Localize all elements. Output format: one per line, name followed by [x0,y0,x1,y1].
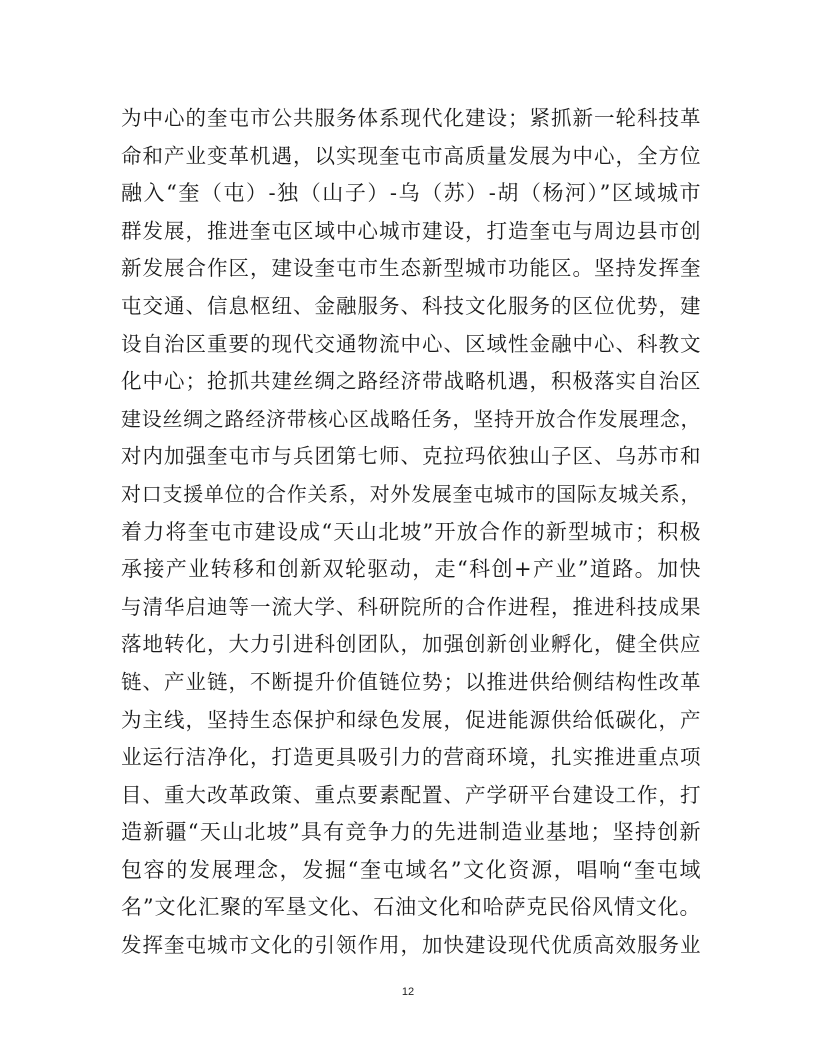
text-line: 融入“奎（屯）-独（山子）-乌（苏）-胡（杨河）”区域城市 [121,181,701,206]
text-line: 目、重大改革政策、重点要素配置、产学研平台建设工作，打 [121,782,701,807]
text-line: 化中心；抢抓共建丝绸之路经济带战略机遇，积极落实自治区 [121,369,701,394]
text-line: 对内加强奎屯市与兵团第七师、克拉玛依独山子区、乌苏市和 [121,444,701,469]
text-line: 名”文化汇聚的军垦文化、石油文化和哈萨克民俗风情文化。 [121,895,701,920]
text-line: 群发展，推进奎屯区域中心城市建设，打造奎屯与周边县市创 [121,218,701,243]
text-line: 着力将奎屯市建设成“天山北坡”开放合作的新型城市；积极 [121,519,701,544]
text-line: 落地转化，大力引进科创团队，加强创新创业孵化，健全供应 [121,632,701,657]
text-line: 发挥奎屯城市文化的引领作用，加快建设现代优质高效服务业 [121,933,701,958]
text-line: 新发展合作区，建设奎屯市生态新型城市功能区。坚持发挥奎 [121,256,701,281]
text-line: 链、产业链，不断提升价值链位势；以推进供给侧结构性改革 [121,669,701,694]
text-line: 业运行洁净化，打造更具吸引力的营商环境，扎实推进重点项 [121,745,701,770]
text-line: 建设丝绸之路经济带核心区战略任务，坚持开放合作发展理念， [121,406,701,431]
text-line: 承接产业转移和创新双轮驱动，走“科创+产业”道路。加快 [121,557,701,582]
text-line: 为中心的奎屯市公共服务体系现代化建设；紧抓新一轮科技革 [121,106,701,130]
text-line: 造新疆“天山北坡”具有竞争力的先进制造业基地；坚持创新 [121,820,701,845]
body-paragraph [121,100,701,965]
page-number: 12 [401,986,415,998]
text-line: 为主线，坚持生态保护和绿色发展，促进能源供给低碳化，产 [121,707,701,732]
text-line: 设自治区重要的现代交通物流中心、区域性金融中心、科教文 [121,331,701,356]
text-line: 屯交通、信息枢纽、金融服务、科技文化服务的区位优势，建 [121,293,701,318]
text-line: 与清华启迪等一流大学、科研院所的合作进程，推进科技成果 [121,594,701,619]
text-line: 命和产业变革机遇，以实现奎屯市高质量发展为中心，全方位 [121,143,701,168]
text-line: 包容的发展理念，发掘“奎屯域名”文化资源，唱响“奎屯域 [121,857,701,882]
text-line: 对口支援单位的合作关系，对外发展奎屯城市的国际友城关系， [121,481,701,506]
